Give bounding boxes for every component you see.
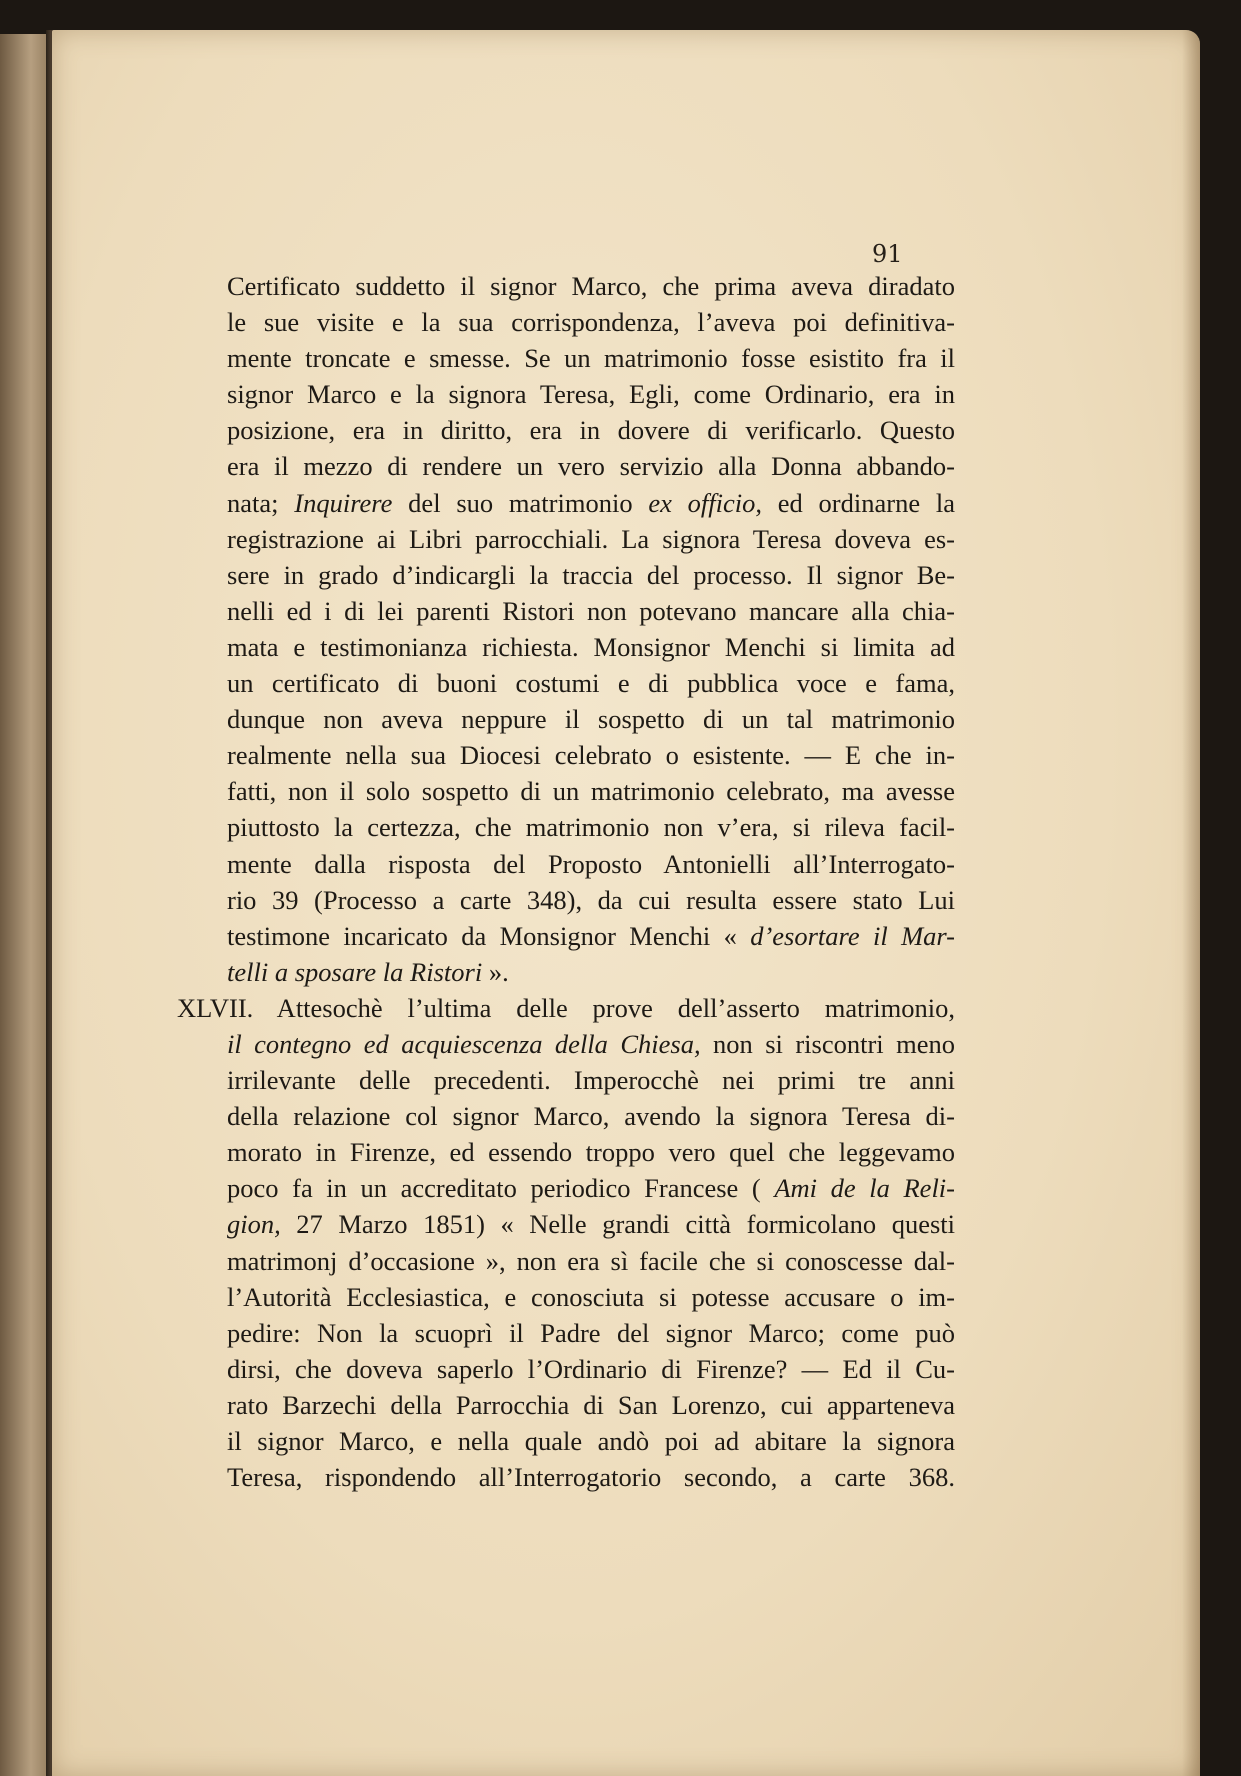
text-segment: mata e testimonianza richiesta. Monsignor Menchi si limita ad <box>227 631 955 662</box>
text-segment: non si riscontri meno <box>700 1028 955 1059</box>
text-segment: piuttosto la certezza, che matrimonio non v’era, si rileva facil- <box>227 812 955 843</box>
text-line <box>177 773 955 809</box>
text-segment: Teresa, rispondendo all’Interrogatorio secondo, a carte 368. <box>227 1462 955 1493</box>
text-segment: sere in grado d’indicargli la traccia del processo. Il signor Be- <box>227 559 955 590</box>
text-line <box>177 809 955 845</box>
text-segment: dirsi, che doveva saperlo l’Ordinario di Firenze? — Ed il Cu- <box>227 1353 955 1384</box>
text-segment: pedire: Non la scuoprì il Padre del signor Marco; come può <box>227 1317 955 1348</box>
text-line <box>177 376 955 412</box>
text-line <box>177 557 955 593</box>
text-line <box>177 412 955 448</box>
text-segment: poco fa in un accreditato periodico Francese ( <box>227 1173 775 1204</box>
text-line <box>177 1315 955 1351</box>
text-segment: morato in Firenze, ed essendo troppo vero quel che leggevamo <box>227 1137 955 1168</box>
text-line <box>177 304 955 340</box>
text-line <box>177 485 955 521</box>
italic-text-segment: gion, <box>227 1209 281 1240</box>
text-segment: le sue visite e la sua corrispondenza, l’aveva poi definitiva- <box>227 307 955 338</box>
text-segment: era il mezzo di rendere un vero servizio alla Donna abbando- <box>227 451 955 482</box>
text-line <box>177 1423 955 1459</box>
text-segment: ». <box>482 956 509 987</box>
text-segment: fatti, non il solo sospetto di un matrimonio celebrato, ma avesse <box>227 776 955 807</box>
body-text <box>177 268 955 1495</box>
text-segment: irrilevante delle precedenti. Imperocchè nei primi tre anni <box>227 1065 955 1096</box>
text-line <box>177 665 955 701</box>
text-segment: posizione, era in diritto, era in dovere di verificarlo. Questo <box>227 415 955 446</box>
text-line <box>177 1170 955 1206</box>
section-heading-line <box>177 990 955 1026</box>
text-segment: registrazione ai Libri parrocchiali. La signora Teresa doveva es- <box>227 523 955 554</box>
text-line <box>177 593 955 629</box>
italic-text-segment: telli a sposare la Ristori <box>227 956 483 987</box>
text-segment: rio 39 (Processo a carte 348), da cui resulta essere stato Lui <box>227 884 955 915</box>
text-segment: mente dalla risposta del Proposto Antonielli all’Interrogato- <box>227 848 955 879</box>
text-segment: signor Marco e la signora Teresa, Egli, come Ordinario, era in <box>227 379 955 410</box>
text-segment: mente troncate e smesse. Se un matrimonio fosse esistito fra il <box>227 343 955 374</box>
page-edge-shadow <box>1182 30 1200 1776</box>
text-line <box>177 846 955 882</box>
text-segment: realmente nella sua Diocesi celebrato o esistente. — E che in- <box>227 740 955 771</box>
text-segment: nelli ed i di lei parenti Ristori non potevano mancare alla chia- <box>227 595 955 626</box>
text-line <box>177 1206 955 1242</box>
text-segment: della relazione col signor Marco, avendo la signora Teresa di- <box>227 1101 955 1132</box>
text-line <box>177 521 955 557</box>
italic-text-segment: ex officio, <box>648 487 762 518</box>
text-line <box>177 1134 955 1170</box>
text-line <box>177 1351 955 1387</box>
text-line <box>177 737 955 773</box>
text-segment: l’Autorità Ecclesiastica, e conosciuta si potesse accusare o im- <box>227 1281 955 1312</box>
text-line <box>177 1026 955 1062</box>
text-line <box>177 701 955 737</box>
text-line <box>177 1243 955 1279</box>
page-number: 91 <box>872 240 903 268</box>
text-line <box>177 1098 955 1134</box>
text-segment: ed ordinarne la <box>761 487 955 518</box>
italic-text-segment: d’esortare il Mar- <box>750 920 955 951</box>
text-line <box>177 1387 955 1423</box>
text-segment: rato Barzechi della Parrocchia di San Lorenzo, cui apparteneva <box>227 1389 955 1420</box>
text-line <box>177 268 955 304</box>
italic-text-segment: il contegno ed acquiescenza della Chiesa, <box>227 1028 701 1059</box>
text-segment: XLVII. Attesochè l’ultima delle prove dell’assertо matrimonio, <box>177 992 955 1023</box>
text-segment: 27 Marzo 1851) « Nelle grandi città formicolano questi <box>280 1209 955 1240</box>
italic-text-segment: Ami de la Reli- <box>774 1173 955 1204</box>
text-line <box>177 1062 955 1098</box>
text-segment: un certificato di buoni costumi e di pubblica voce e fama, <box>227 668 955 699</box>
text-segment: Certificato suddetto il signor Marco, che prima aveva diradato <box>227 271 955 301</box>
text-segment: nata; <box>227 487 295 518</box>
text-line <box>177 882 955 918</box>
text-segment: il signor Marco, e nella quale andò poi ad abitare la signora <box>227 1426 955 1456</box>
text-line <box>177 629 955 665</box>
text-line <box>177 1459 955 1495</box>
text-line <box>177 1279 955 1315</box>
text-line <box>177 954 955 990</box>
text-segment: matrimonj d’occasione », non era sì facile che si conoscesse dal- <box>227 1245 955 1276</box>
text-line <box>177 918 955 954</box>
italic-text-segment: Inquirere <box>294 487 393 518</box>
text-segment: del suo matrimonio <box>392 487 649 518</box>
text-line <box>177 448 955 484</box>
text-segment: dunque non aveva neppure il sospetto di un tal matrimonio <box>227 704 955 735</box>
text-segment: testimone incaricato da Monsignor Menchi « <box>227 920 751 951</box>
text-line <box>177 340 955 376</box>
